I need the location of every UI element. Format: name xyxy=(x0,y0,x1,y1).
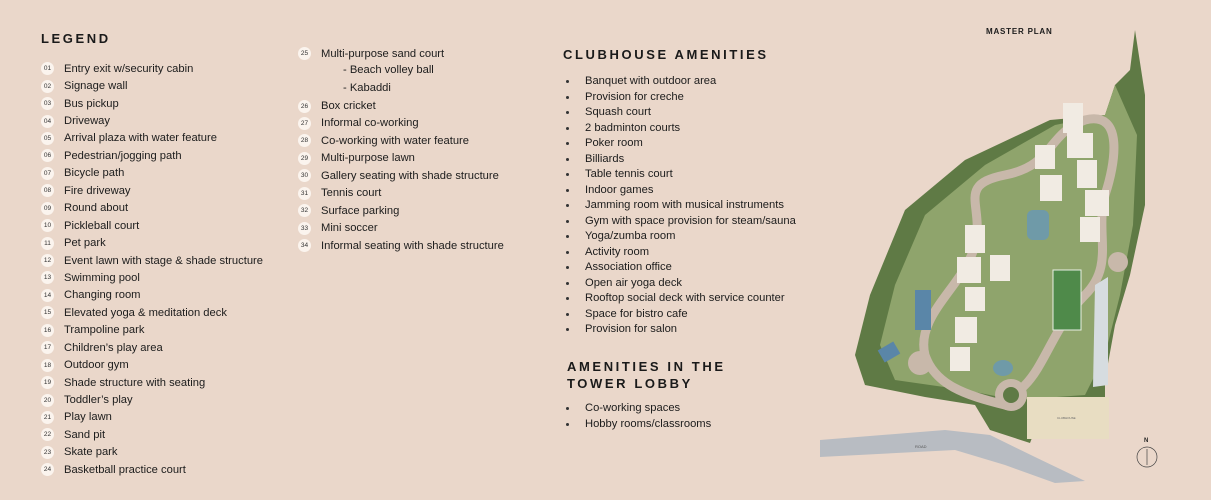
amenity-label: Indoor games xyxy=(585,183,654,196)
legend-item-label: Signage wall xyxy=(64,80,128,93)
amenity-item xyxy=(566,214,804,230)
legend-item xyxy=(41,95,263,112)
legend-item-label: Informal co-working xyxy=(321,117,419,130)
legend-number-badge: 18 xyxy=(41,359,54,372)
amenity-label: Poker room xyxy=(585,137,643,149)
amenity-label: Activity room xyxy=(585,245,650,258)
legend-number-badge: 16 xyxy=(41,324,54,337)
legend-number-badge: 02 xyxy=(41,80,54,93)
legend-item xyxy=(41,165,263,182)
legend-item-label: Trampoline park xyxy=(64,324,145,337)
legend-item xyxy=(41,374,263,391)
legend-number-badge: 03 xyxy=(41,97,54,110)
legend-item-label: Elevated yoga & meditation deck xyxy=(64,306,227,319)
bullet-icon xyxy=(566,328,569,331)
legend-number-badge: 22 xyxy=(41,428,54,441)
legend-number-badge: 34 xyxy=(298,239,311,252)
plaza-circle-east xyxy=(1108,252,1128,272)
bullet-icon xyxy=(566,423,569,426)
swimming-pool xyxy=(1027,210,1049,240)
legend-item xyxy=(298,115,504,132)
sports-field xyxy=(1053,270,1081,330)
legend-number-badge: 32 xyxy=(298,204,311,217)
legend-item xyxy=(41,322,263,339)
bullet-icon xyxy=(566,251,569,254)
legend-item xyxy=(41,182,263,199)
amenity-item xyxy=(566,260,804,276)
tennis-court xyxy=(915,290,931,330)
legend-item xyxy=(41,200,263,217)
legend-number-badge: 33 xyxy=(298,222,311,235)
legend-item xyxy=(41,130,263,147)
legend-item xyxy=(41,217,263,234)
amenity-item xyxy=(566,74,804,90)
legend-item-label: Fire driveway xyxy=(64,184,131,197)
legend-item-label: Sand pit xyxy=(64,428,106,441)
amenity-item xyxy=(566,417,711,433)
master-plan-title: MASTER PLAN xyxy=(986,27,1053,36)
amenity-label: Rooftop social deck with service counter xyxy=(585,292,785,304)
bullet-icon xyxy=(566,220,569,223)
legend-item-label: Informal seating with shade structure xyxy=(321,239,504,252)
legend-number-badge: 05 xyxy=(41,132,54,145)
legend-item xyxy=(41,77,263,94)
amenity-item xyxy=(566,167,804,183)
legend-number-badge: 08 xyxy=(41,184,54,197)
legend-item xyxy=(298,237,504,254)
legend-number-badge: 17 xyxy=(41,341,54,354)
amenity-label: Gym with space provision for steam/sauna xyxy=(585,214,796,227)
bullet-icon xyxy=(566,189,569,192)
amenity-item xyxy=(566,401,711,417)
legend-number-badge: 10 xyxy=(41,219,54,232)
legend-number-badge: 26 xyxy=(298,100,311,113)
road-label: ROAD xyxy=(915,444,927,449)
legend-number-badge: 07 xyxy=(41,167,54,180)
amenity-label: Open air yoga deck xyxy=(585,276,683,289)
legend-item-label: Bicycle path xyxy=(64,167,125,180)
bullet-icon xyxy=(566,80,569,83)
amenity-item xyxy=(566,307,804,323)
legend-list-col2 xyxy=(298,97,504,254)
legend-item-label: Gallery seating with shade structure xyxy=(321,169,499,182)
legend-number-badge: 15 xyxy=(41,306,54,319)
bullet-icon xyxy=(566,158,569,161)
legend-item-label: Shade structure with seating xyxy=(64,376,206,389)
amenity-item xyxy=(566,245,804,261)
legend-item xyxy=(41,391,263,408)
legend-item-label: Mini soccer xyxy=(321,222,378,235)
legend-item xyxy=(41,304,263,321)
legend-title: LEGEND xyxy=(41,31,111,46)
tower-title-line2: TOWER LOBBY xyxy=(567,376,693,391)
legend-item xyxy=(41,252,263,269)
legend-item-label: Play lawn xyxy=(64,411,112,424)
legend-item xyxy=(41,444,263,461)
surface-parking xyxy=(1093,277,1108,387)
legend-item xyxy=(41,112,263,129)
legend-sub-item: - Beach volley ball xyxy=(343,64,434,77)
amenity-label: Banquet with outdoor area xyxy=(585,75,717,87)
bullet-icon xyxy=(566,313,569,316)
bullet-icon xyxy=(566,173,569,176)
legend-list-left xyxy=(41,60,263,479)
legend-item xyxy=(298,132,504,149)
legend-sub-item: - Kabaddi xyxy=(343,81,391,94)
legend-item-label: Basketball practice court xyxy=(64,463,186,476)
legend-item xyxy=(298,185,504,202)
bullet-icon xyxy=(566,407,569,410)
legend-item xyxy=(298,150,504,167)
legend-number-badge: 11 xyxy=(41,237,54,250)
legend-number-badge: 13 xyxy=(41,271,54,284)
legend-item xyxy=(41,60,263,77)
legend-item xyxy=(41,147,263,164)
legend-item xyxy=(41,409,263,426)
legend-item xyxy=(298,97,504,114)
legend-number-badge: 29 xyxy=(298,152,311,165)
bullet-icon xyxy=(566,111,569,114)
legend-number-badge: 31 xyxy=(298,187,311,200)
legend-number-badge: 19 xyxy=(41,376,54,389)
legend-item-label: Arrival plaza with water feature xyxy=(64,132,217,145)
legend-item-label: Swimming pool xyxy=(64,271,140,284)
amenity-label: Jamming room with musical instruments xyxy=(585,199,784,211)
clubhouse-list xyxy=(566,74,804,338)
legend-item xyxy=(41,287,263,304)
legend-number-badge: 23 xyxy=(41,446,54,459)
legend-item xyxy=(298,45,504,62)
clubhouse-label: CLUBHOUSE xyxy=(1057,416,1076,420)
amenity-item xyxy=(566,229,804,245)
clubhouse-list-wrap xyxy=(566,74,804,338)
legend-item-label: Pet park xyxy=(64,237,106,250)
tower-list xyxy=(566,401,711,432)
north-label: N xyxy=(1144,438,1149,444)
legend-item-label: Bus pickup xyxy=(64,97,119,110)
legend-item-label: Changing room xyxy=(64,289,141,302)
legend-item-label: Pedestrian/jogging path xyxy=(64,149,182,162)
legend-number-badge: 25 xyxy=(298,47,311,60)
tower-title-line1: AMENITIES IN THE xyxy=(567,359,726,374)
legend-item-label: Outdoor gym xyxy=(64,359,129,372)
amenity-item xyxy=(566,276,804,292)
amenity-item xyxy=(566,105,804,121)
amenity-label: Squash court xyxy=(585,106,651,118)
legend-item-label: Multi-purpose lawn xyxy=(321,152,415,165)
amenity-item xyxy=(566,183,804,199)
legend-item-label: Tennis court xyxy=(321,187,382,200)
amenity-item xyxy=(566,136,804,152)
master-plan-map xyxy=(815,25,1175,485)
amenity-label: Provision for salon xyxy=(585,323,678,335)
legend-item xyxy=(298,219,504,236)
amenity-item xyxy=(566,152,804,168)
legend-item xyxy=(41,356,263,373)
amenity-label: 2 badminton courts xyxy=(585,121,681,134)
legend-item xyxy=(298,202,504,219)
legend-item xyxy=(41,339,263,356)
legend-list-right xyxy=(298,45,504,254)
legend-item-label: Box cricket xyxy=(321,100,376,113)
legend-item-label: Pickleball court xyxy=(64,219,140,232)
legend-item-label: Multi-purpose sand court xyxy=(321,47,445,60)
legend-number-badge: 01 xyxy=(41,62,54,75)
legend-number-badge: 24 xyxy=(41,463,54,476)
roundabout-center xyxy=(1003,387,1019,403)
amenity-item xyxy=(566,291,804,307)
amenity-item xyxy=(566,90,804,106)
legend-item-label: Event lawn with stage & shade structure xyxy=(64,254,263,267)
amenity-label: Provision for creche xyxy=(585,90,684,103)
legend-item-25-group xyxy=(298,45,504,62)
water-feature xyxy=(993,360,1013,376)
legend-item-label: Children’s play area xyxy=(64,341,163,354)
bullet-icon xyxy=(566,235,569,238)
legend-item-label: Toddler’s play xyxy=(64,394,133,407)
bullet-icon xyxy=(566,96,569,99)
legend-item xyxy=(41,426,263,443)
legend-item-label: Round about xyxy=(64,202,129,215)
legend-number-badge: 27 xyxy=(298,117,311,130)
legend-number-badge: 09 xyxy=(41,202,54,215)
bullet-icon xyxy=(566,266,569,269)
clubhouse-title: CLUBHOUSE AMENITIES xyxy=(563,47,769,62)
legend-item-label: Skate park xyxy=(64,446,118,459)
amenity-label: Co-working spaces xyxy=(585,402,681,414)
legend-item xyxy=(41,461,263,478)
amenity-label: Space for bistro cafe xyxy=(585,307,688,320)
amenity-item xyxy=(566,322,804,338)
legend-item-label: Entry exit w/security cabin xyxy=(64,62,194,75)
amenity-label: Billiards xyxy=(585,152,625,165)
legend-item-label: Driveway xyxy=(64,115,111,128)
amenity-label: Table tennis court xyxy=(585,168,673,180)
legend-item xyxy=(41,234,263,251)
legend-number-badge: 30 xyxy=(298,169,311,182)
bullet-icon xyxy=(566,204,569,207)
bullet-icon xyxy=(566,282,569,285)
legend-number-badge: 12 xyxy=(41,254,54,267)
amenity-item xyxy=(566,121,804,137)
legend-item xyxy=(41,269,263,286)
amenity-label: Yoga/zumba room xyxy=(585,230,676,242)
amenity-label: Hobby rooms/classrooms xyxy=(585,417,712,430)
legend-number-badge: 21 xyxy=(41,411,54,424)
amenity-label: Association office xyxy=(585,261,672,273)
legend-item-label: Co-working with water feature xyxy=(321,134,469,147)
legend-number-badge: 20 xyxy=(41,394,54,407)
legend-item xyxy=(298,167,504,184)
legend-number-badge: 04 xyxy=(41,115,54,128)
bullet-icon xyxy=(566,297,569,300)
legend-number-badge: 06 xyxy=(41,149,54,162)
amenity-item xyxy=(566,198,804,214)
legend-number-badge: 14 xyxy=(41,289,54,302)
bullet-icon xyxy=(566,127,569,130)
plaza-circle xyxy=(908,351,932,375)
legend-item-label: Surface parking xyxy=(321,204,400,217)
bullet-icon xyxy=(566,142,569,145)
legend-number-badge: 28 xyxy=(298,134,311,147)
